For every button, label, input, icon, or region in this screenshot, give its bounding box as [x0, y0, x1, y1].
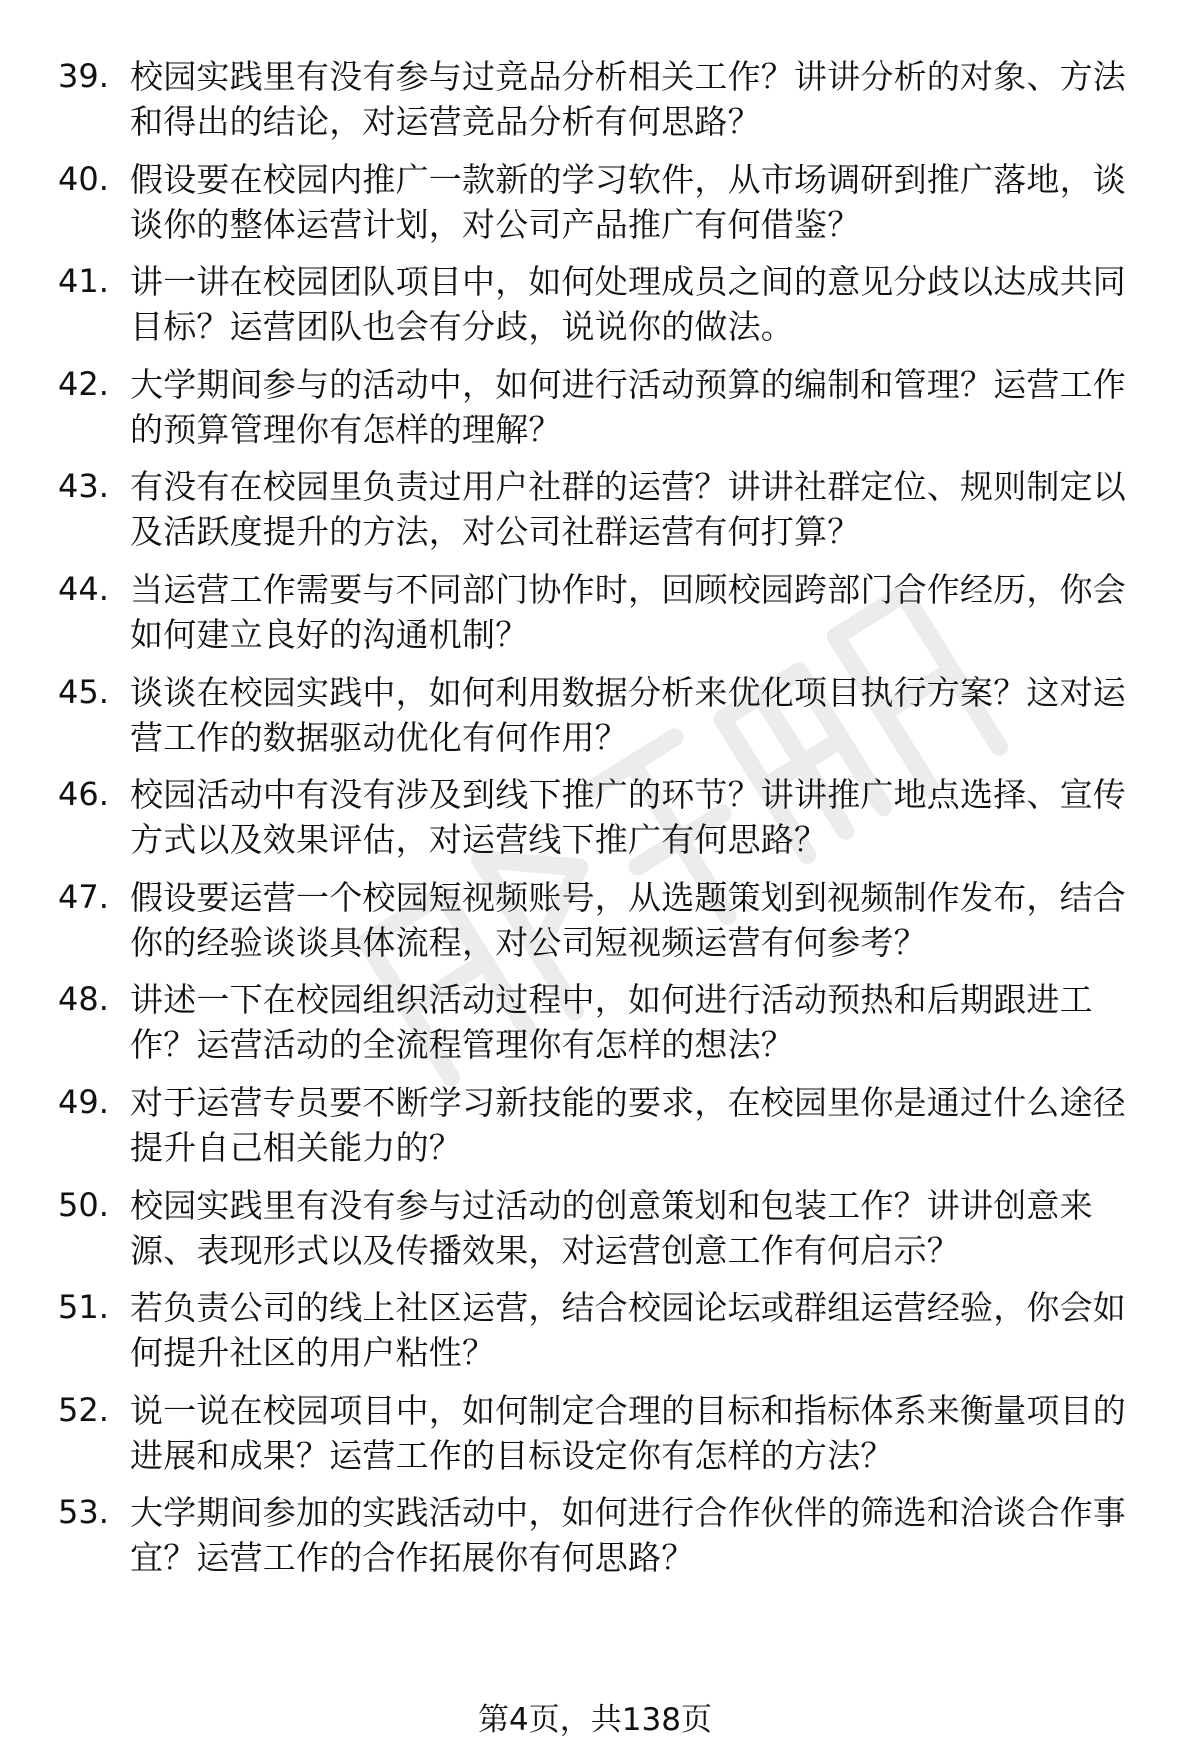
question-text: 假设要运营一个校园短视频账号，从选题策划到视频制作发布，结合你的经验谈谈具体流程，对公司短视频运营有何参考？ [130, 877, 1126, 962]
question-number: 46. [58, 775, 109, 814]
question-number: 41. [58, 262, 109, 301]
question-text: 讲述一下在校园组织活动过程中，如何进行活动预热和后期跟进工作？运营活动的全流程管理你有怎样的想法？ [130, 980, 1093, 1065]
question-item [58, 567, 1148, 670]
question-number: 43. [58, 467, 109, 506]
question-number: 49. [58, 1082, 109, 1121]
question-item [58, 1490, 1148, 1593]
question-number: 45. [58, 672, 109, 711]
question-number: 44. [58, 569, 109, 608]
question-item [58, 1080, 1148, 1183]
question-item [58, 1285, 1148, 1388]
question-item [58, 670, 1148, 773]
question-item [58, 772, 1148, 875]
question-text: 校园活动中有没有涉及到线下推广的环节？讲讲推广地点选择、宣传方式以及效果评估，对运营线下推广有何思路？ [130, 775, 1126, 860]
question-number: 53. [58, 1493, 109, 1532]
question-list [58, 54, 1148, 1593]
question-text: 对于运营专员要不断学习新技能的要求，在校园里你是通过什么途径提升自己相关能力的？ [130, 1082, 1126, 1167]
question-number: 50. [58, 1185, 109, 1224]
question-text: 有没有在校园里负责过用户社群的运营？讲讲社群定位、规则制定以及活跃度提升的方法，对公司社群运营有何打算？ [130, 467, 1126, 552]
question-text: 当运营工作需要与不同部门协作时，回顾校园跨部门合作经历，你会如何建立良好的沟通机制？ [130, 569, 1126, 654]
question-text: 大学期间参与的活动中，如何进行活动预算的编制和管理？运营工作的预算管理你有怎样的理解？ [130, 364, 1126, 449]
question-number: 52. [58, 1390, 109, 1429]
question-number: 42. [58, 364, 109, 403]
question-text: 假设要在校园内推广一款新的学习软件，从市场调研到推广落地，谈谈你的整体运营计划，对公司产品推广有何借鉴？ [130, 159, 1126, 244]
question-item [58, 977, 1148, 1080]
question-item [58, 1183, 1148, 1286]
question-text: 大学期间参加的实践活动中，如何进行合作伙伴的筛选和洽谈合作事宜？运营工作的合作拓展你有何思路？ [130, 1493, 1126, 1578]
question-text: 讲一讲在校园团队项目中，如何处理成员之间的意见分歧以达成共同目标？运营团队也会有分歧，说说你的做法。 [130, 262, 1126, 347]
question-text: 校园实践里有没有参与过活动的创意策划和包装工作？讲讲创意来源、表现形式以及传播效果，对运营创意工作有何启示？ [130, 1185, 1093, 1270]
question-item [58, 54, 1148, 157]
question-text: 谈谈在校园实践中，如何利用数据分析来优化项目执行方案？这对运营工作的数据驱动优化有何作用？ [130, 672, 1126, 757]
question-item [58, 362, 1148, 465]
question-item [58, 1388, 1148, 1491]
question-item [58, 259, 1148, 362]
question-number: 39. [58, 57, 109, 95]
question-item [58, 875, 1148, 978]
question-number: 48. [58, 980, 109, 1019]
question-text: 若负责公司的线上社区运营，结合校园论坛或群组运营经验，你会如何提升社区的用户粘性？ [130, 1288, 1126, 1373]
question-number: 47. [58, 877, 109, 916]
question-number: 40. [58, 159, 109, 198]
question-text: 校园实践里有没有参与过竞品分析相关工作？讲讲分析的对象、方法和得出的结论，对运营竞品分析有何思路？ [130, 57, 1126, 141]
question-item [58, 157, 1148, 260]
question-text: 说一说在校园项目中，如何制定合理的目标和指标体系来衡量项目的进展和成果？运营工作的目标设定你有怎样的方法？ [130, 1390, 1126, 1475]
question-item [58, 464, 1148, 567]
question-number: 51. [58, 1288, 109, 1327]
page-footer: 第4页，共138页 [478, 1702, 712, 1738]
